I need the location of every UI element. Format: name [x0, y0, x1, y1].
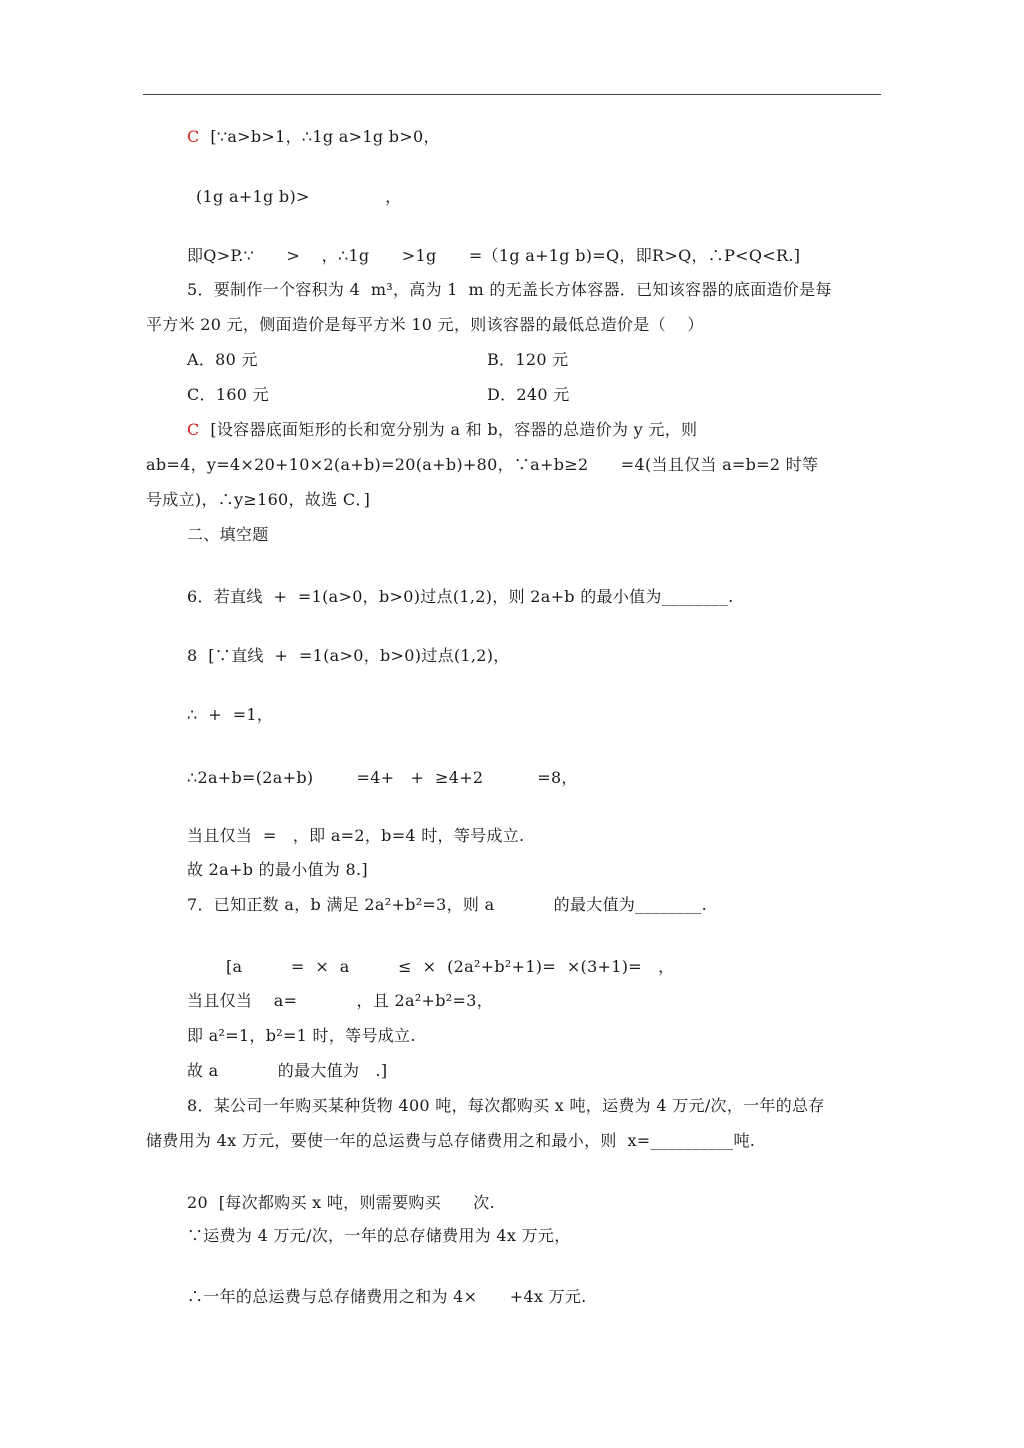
text-line-l16 — [187, 826, 524, 846]
line-text: 储费用为 4x 万元，要使一年的总运费与总存储费用之和最小，则 x=__________吨. — [146, 1131, 756, 1150]
line-text: B．120 元 — [487, 350, 569, 369]
text-line-l24 — [146, 1131, 755, 1151]
line-text: ab=4，y=4×20+10×2(a+b)=20(a+b)+80，∵a+b≥2 =4(当且仅当 a=b=2 时等 — [146, 455, 819, 474]
answer-label: C — [187, 127, 200, 146]
line-text: (1g a+1g b)> ， — [196, 187, 402, 206]
line-text: 号成立)，∴y≥160，故选 C．] — [146, 490, 371, 509]
line-text: ∴ + =1， — [187, 705, 274, 724]
text-line-l27 — [187, 1287, 587, 1307]
line-text: C．160 元 — [187, 385, 269, 404]
line-text: [∵直线 + =1(a>0，b>0)过点(1,2)， — [197, 646, 510, 665]
text-line-l14 — [187, 705, 273, 725]
text-line-l20 — [187, 991, 493, 1011]
text-line-l10 — [146, 490, 370, 510]
line-text: D．240 元 — [487, 385, 570, 404]
text-line-l4 — [187, 280, 832, 300]
line-text: 当且仅当 a= ，且 2a²+b²=3， — [187, 991, 494, 1010]
text-line-l13 — [187, 646, 510, 666]
line-text: 即 a²=1，b²=1 时，等号成立. — [187, 1026, 416, 1045]
text-line-l7a — [187, 385, 269, 405]
line-text: 8．某公司一年购买某种货物 400 吨，每次都购买 x 吨，运费为 4 万元/次，一年的总存 — [187, 1096, 825, 1115]
text-line-l6b — [487, 350, 568, 370]
line-text: ∴2a+b=(2a+b) =4+ + ≥4+2 =8， — [187, 768, 578, 787]
text-line-l2 — [196, 187, 401, 207]
text-line-l15 — [187, 768, 578, 788]
answer-label: C — [187, 420, 200, 439]
text-line-l18 — [187, 895, 707, 915]
answer-label: 20 — [187, 1193, 208, 1212]
line-text: 平方米 20 元，侧面造价是每平方米 10 元，则该容器的最低总造价是（ ） — [146, 315, 704, 334]
line-text: 5．要制作一个容积为 4 m³，高为 1 m 的无盖长方体容器．已知该容器的底面造价是每 — [187, 280, 832, 299]
line-text: 故 a 的最大值为 .] — [187, 1061, 388, 1080]
text-line-l1 — [187, 127, 440, 147]
text-line-l3 — [187, 246, 800, 266]
line-text: 即Q>P.∵ > ，∴1g >1g =（1g a+1g b)=Q，即R>Q，∴P<Q<R.] — [187, 246, 801, 265]
text-line-l7b — [487, 385, 570, 405]
text-line-l21 — [187, 1026, 416, 1046]
text-line-l25 — [187, 1193, 495, 1213]
line-text: [每次都购买 x 吨，则需要购买 次. — [207, 1193, 495, 1212]
line-text: [a = × a ≤ × (2a²+b²+1)= ×(3+1)= ， — [226, 957, 675, 976]
answer-label: 8 — [187, 646, 198, 665]
text-line-l9 — [146, 455, 818, 475]
line-text: A．80 元 — [187, 350, 258, 369]
line-text: [∵a>b>1，∴1g a>1g b>0， — [199, 127, 440, 146]
text-line-l17 — [187, 860, 368, 880]
text-line-l19 — [226, 957, 674, 977]
line-text: 二、填空题 — [187, 525, 269, 544]
line-text: 故 2a+b 的最小值为 8.] — [187, 860, 368, 879]
text-line-l23 — [187, 1096, 825, 1116]
text-line-l5 — [146, 315, 704, 335]
line-text: 当且仅当 = ，即 a=2，b=4 时，等号成立. — [187, 826, 525, 845]
line-text: ∴一年的总运费与总存储费用之和为 4× +4x 万元. — [187, 1287, 587, 1306]
text-line-l6a — [187, 350, 258, 370]
text-line-l22 — [187, 1061, 387, 1081]
text-line-l11 — [187, 525, 269, 545]
header-rule — [143, 94, 881, 95]
line-text: 6．若直线 + =1(a>0，b>0)过点(1,2)，则 2a+b 的最小值为________. — [187, 587, 734, 606]
text-line-l26 — [187, 1226, 571, 1246]
line-text: ∵运费为 4 万元/次，一年的总存储费用为 4x 万元， — [187, 1226, 571, 1245]
text-line-l12 — [187, 587, 734, 607]
line-text: [设容器底面矩形的长和宽分别为 a 和 b，容器的总造价为 y 元，则 — [199, 420, 698, 439]
line-text: 7．已知正数 a，b 满足 2a²+b²=3，则 a 的最大值为________. — [187, 895, 707, 914]
text-line-l8 — [187, 420, 697, 440]
